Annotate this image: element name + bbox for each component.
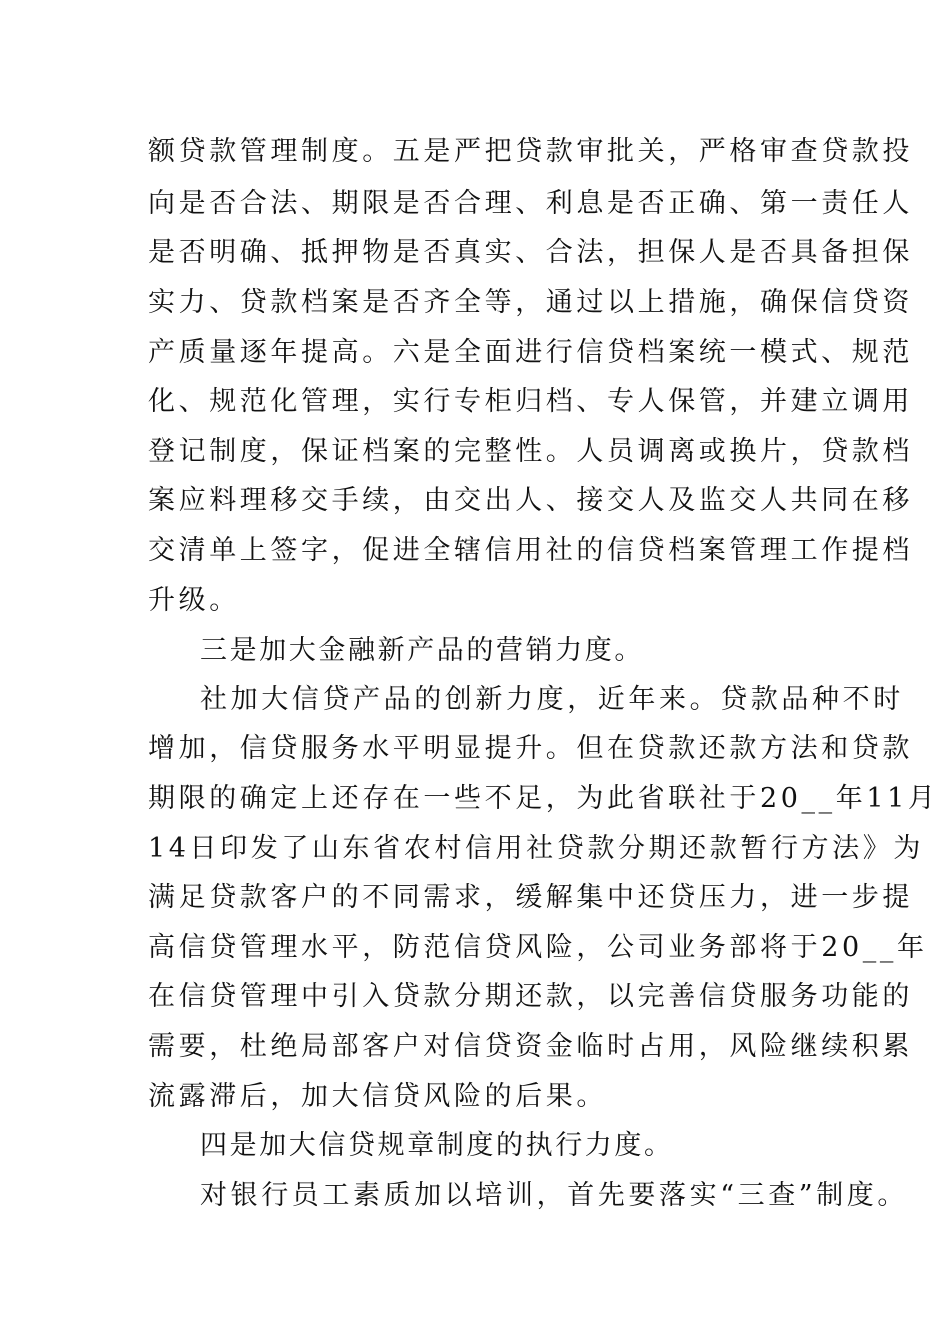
text-line: 流露滞后，加大信贷风险的后果。 bbox=[148, 1081, 607, 1112]
text-line: 向是否合法、期限是否合理、利息是否正确、第一责任人 bbox=[148, 188, 913, 219]
text-line: 化、规范化管理，实行专柜归档、专人保管，并建立调用 bbox=[148, 386, 913, 417]
section-heading: 三是加大金融新产品的营销力度。 bbox=[200, 635, 644, 666]
text-line: 升级。 bbox=[148, 585, 240, 616]
text-line: 需要，杜绝局部客户对信贷资金临时占用，风险继续积累 bbox=[148, 1031, 913, 1062]
paragraph-first-line: 社加大信贷产品的创新力度，近年来。贷款品种不时 bbox=[200, 684, 904, 715]
text-line: 案应料理移交手续，由交出人、接交人及监交人共同在移 bbox=[148, 485, 913, 516]
text-line: 满足贷款客户的不同需求，缓解集中还贷压力，进一步提 bbox=[148, 882, 913, 913]
section-heading: 四是加大信贷规章制度的执行力度。 bbox=[200, 1130, 674, 1161]
text-line: 期限的确定上还存在一些不足，为此省联社于20__年11月 bbox=[148, 783, 939, 814]
text-line: 是否明确、抵押物是否真实、合法，担保人是否具备担保 bbox=[148, 237, 913, 268]
text-line: 在信贷管理中引入贷款分期还款，以完善信贷服务功能的 bbox=[148, 981, 913, 1012]
text-line: 实力、贷款档案是否齐全等，通过以上措施，确保信贷资 bbox=[148, 287, 913, 318]
text-line: 登记制度，保证档案的完整性。人员调离或换片，贷款档 bbox=[148, 436, 913, 467]
text-line: 交清单上签字，促进全辖信用社的信贷档案管理工作提档 bbox=[148, 535, 913, 566]
text-line: 高信贷管理水平，防范信贷风险，公司业务部将于20__年 bbox=[148, 932, 928, 963]
text-line: 14日印发了山东省农村信用社贷款分期还款暂行方法》为 bbox=[148, 833, 924, 864]
text-line: 产质量逐年提高。六是全面进行信贷档案统一模式、规范 bbox=[148, 337, 913, 368]
text-line: 额贷款管理制度。五是严把贷款审批关，严格审查贷款投 bbox=[148, 136, 913, 167]
text-line: 增加，信贷服务水平明显提升。但在贷款还款方法和贷款 bbox=[148, 733, 913, 764]
paragraph-first-line: 对银行员工素质加以培训，首先要落实“三查”制度。 bbox=[200, 1180, 909, 1211]
